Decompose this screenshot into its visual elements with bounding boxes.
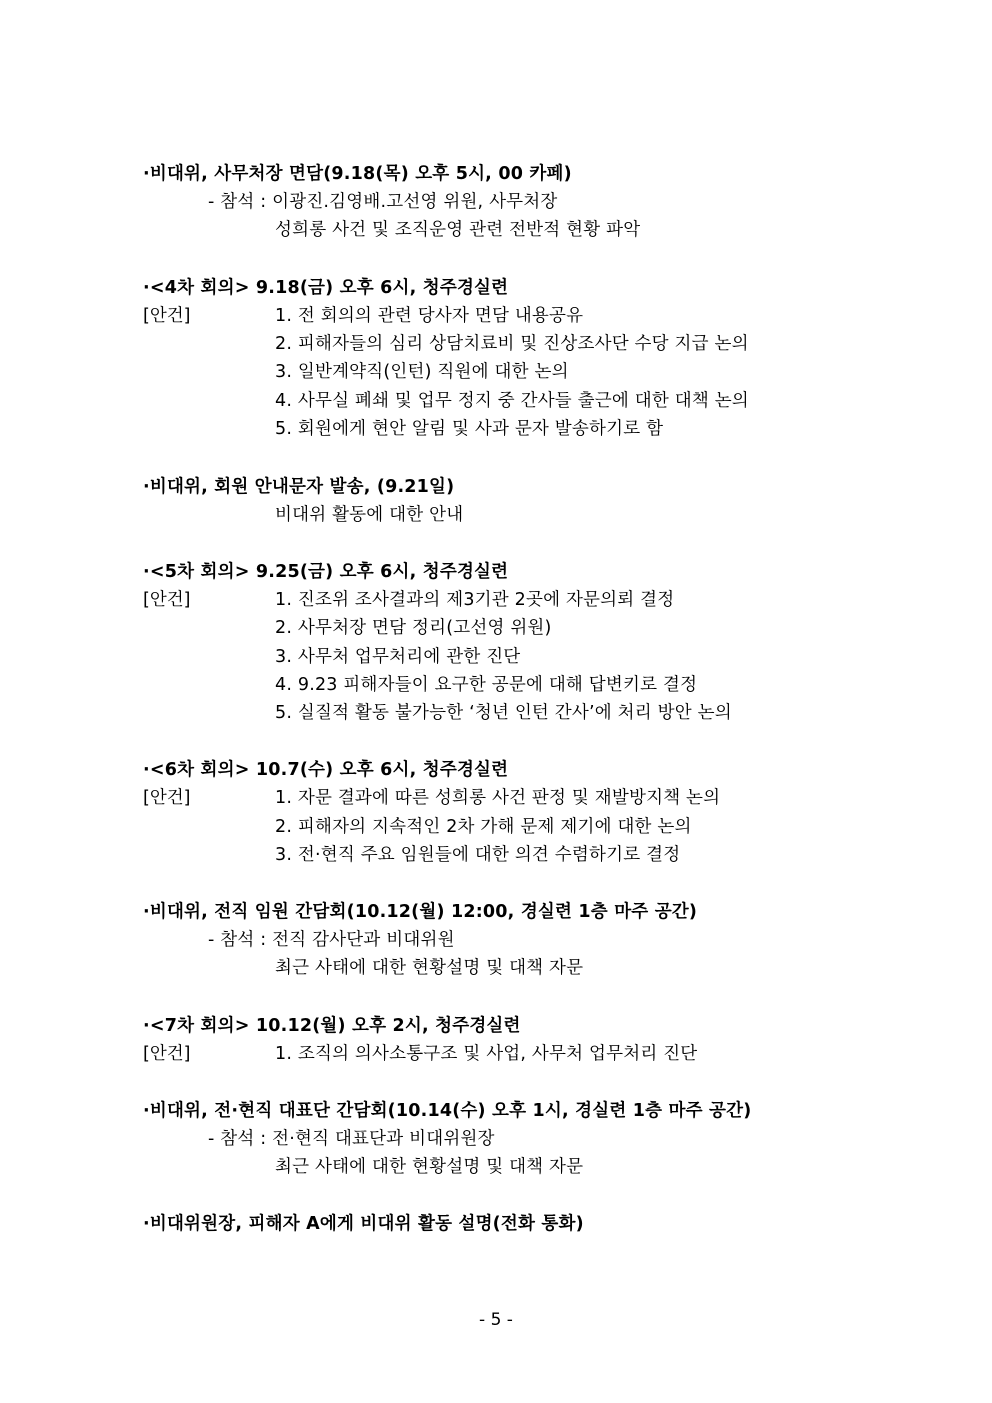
attendees: - 참석 : 이광진.김영배.고선영 위원, 사무처장 (208, 192, 558, 212)
agenda-item: 3. 전·현직 주요 임원들에 대한 의견 수렴하기로 결정 (275, 845, 681, 865)
section-heading: ·비대위원장, 피해자 A에게 비대위 활동 설명(전화 통화) (143, 1214, 584, 1234)
section-heading: ·<7차 회의> 10.12(월) 오후 2시, 청주경실련 (143, 1016, 521, 1036)
agenda-item: 1. 조직의 의사소통구조 및 사업, 사무처 업무처리 진단 (275, 1044, 698, 1064)
agenda-item: 5. 실질적 활동 불가능한 ‘청년 인턴 간사’에 처리 방안 논의 (275, 703, 732, 723)
agenda-item: 5. 회원에게 현안 알림 및 사과 문자 발송하기로 함 (275, 419, 664, 439)
section-heading: ·<4차 회의> 9.18(금) 오후 6시, 청주경실련 (143, 278, 509, 298)
agenda-item: 2. 피해자들의 심리 상담치료비 및 진상조사단 수당 지급 논의 (275, 334, 749, 354)
agenda-label: [안건] (143, 590, 191, 610)
agenda-item: 2. 피해자의 지속적인 2차 가해 문제 제기에 대한 논의 (275, 817, 692, 837)
agenda-item: 2. 사무처장 면담 정리(고선영 위원) (275, 618, 552, 638)
agenda-item: 3. 일반계약직(인턴) 직원에 대한 논의 (275, 362, 569, 382)
section-heading: ·비대위, 사무처장 면담(9.18(목) 오후 5시, 00 카페) (143, 164, 572, 184)
note: 최근 사태에 대한 현황설명 및 대책 자문 (275, 958, 584, 978)
agenda-label: [안건] (143, 306, 191, 326)
page-number: - 5 - (479, 1310, 513, 1330)
section-heading: ·비대위, 전직 임원 간담회(10.12(월) 12:00, 경실련 1층 마주 공간) (143, 902, 698, 922)
section-heading: ·비대위, 전·현직 대표단 간담회(10.14(수) 오후 1시, 경실련 1층 마주 공간) (143, 1101, 752, 1121)
attendees: - 참석 : 전직 감사단과 비대위원 (208, 930, 455, 950)
section-heading: ·비대위, 회원 안내문자 발송, (9.21일) (143, 477, 455, 497)
agenda-item: 1. 전 회의의 관련 당사자 면담 내용공유 (275, 306, 584, 326)
agenda-label: [안건] (143, 1044, 191, 1064)
agenda-item: 4. 사무실 폐쇄 및 업무 정지 중 간사들 출근에 대한 대책 논의 (275, 391, 749, 411)
note: 비대위 활동에 대한 안내 (275, 505, 464, 525)
agenda-label: [안건] (143, 788, 191, 808)
agenda-item: 1. 진조위 조사결과의 제3기관 2곳에 자문의뢰 결정 (275, 590, 675, 610)
note: 성희롱 사건 및 조직운영 관련 전반적 현황 파악 (275, 220, 641, 240)
section-heading: ·<6차 회의> 10.7(수) 오후 6시, 청주경실련 (143, 760, 509, 780)
agenda-item: 1. 자문 결과에 따른 성희롱 사건 판정 및 재발방지책 논의 (275, 788, 721, 808)
section-heading: ·<5차 회의> 9.25(금) 오후 6시, 청주경실련 (143, 562, 509, 582)
agenda-item: 3. 사무처 업무처리에 관한 진단 (275, 647, 521, 667)
agenda-item: 4. 9.23 피해자들이 요구한 공문에 대해 답변키로 결정 (275, 675, 698, 695)
attendees: - 참석 : 전·현직 대표단과 비대위원장 (208, 1129, 495, 1149)
note: 최근 사태에 대한 현황설명 및 대책 자문 (275, 1157, 584, 1177)
